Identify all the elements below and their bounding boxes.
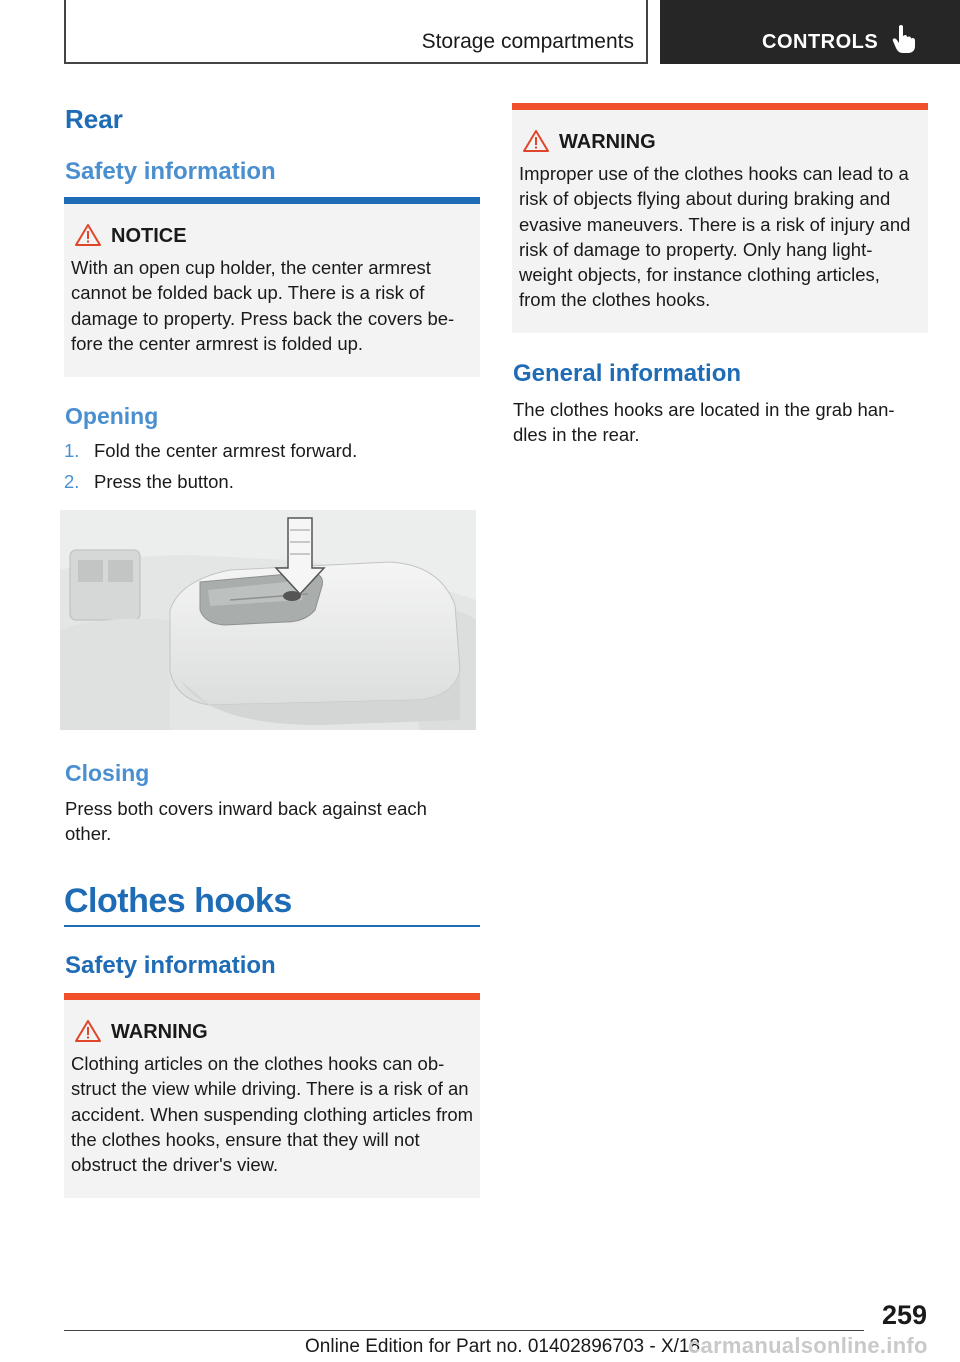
warning-title: WARNING (559, 131, 656, 153)
header-section-tab (64, 0, 648, 64)
warning-box (64, 993, 480, 1198)
warning-bar (64, 993, 480, 1000)
notice-box (64, 197, 480, 377)
heading-clothes-hooks: Clothes hooks (64, 882, 292, 920)
closing-text: Press both covers inward back against each other. (65, 798, 427, 845)
header-chapter-label: CONTROLS (762, 31, 879, 53)
heading-rule (64, 925, 480, 927)
warning-text: Clothing articles on the clothes hooks can ob‐struct the view while driving. There is a risk of an accident. When suspending clothing articles from the clothes hooks, ensure that they will not obstruct the driver's view. (71, 1053, 474, 1176)
notice-title: NOTICE (111, 225, 187, 247)
header-chapter-tab (660, 0, 960, 64)
notice-bar (64, 197, 480, 204)
warning-triangle-icon (522, 129, 550, 153)
notice-text: With an open cup holder, the center armrest cannot be folded back up. There is a risk of damage to property. Press back the covers be‐fore the center armrest is folded up. (71, 257, 455, 354)
warning-triangle-icon (74, 1019, 102, 1043)
warning-bar (512, 103, 928, 110)
header-section-label: Storage compartments (421, 30, 634, 53)
list-number: 2. (64, 471, 80, 492)
warning-text: Improper use of the clothes hooks can lead to a risk of objects flying about during braking and evasive maneuvers. There is a risk of injury and risk of damage to property. Only hang light‐weight objects, for instance clothing articles, from the clothes hooks. (519, 163, 911, 311)
footer-rule (64, 1330, 864, 1331)
footer-edition: Online Edition for Part no. 01402896703 - X/18 (305, 1336, 701, 1357)
heading-safety-information: Safety information (65, 158, 276, 185)
heading-closing: Closing (65, 760, 150, 786)
list-text: Press the button. (94, 471, 234, 492)
warning-box (512, 103, 928, 333)
list-item (64, 471, 234, 493)
heading-rear: Rear (65, 104, 123, 134)
heading-safety-information: Safety information (65, 952, 276, 979)
heading-opening: Opening (65, 403, 159, 429)
general-text: The clothes hooks are located in the grab han‐dles in the rear. (513, 399, 895, 446)
page-number: 259 (881, 1300, 927, 1330)
list-item (64, 440, 357, 462)
warning-title: WARNING (111, 1021, 208, 1043)
armrest-drawing (60, 510, 476, 730)
armrest-illustration (60, 510, 476, 730)
footer-watermark: carmanualsonline.info (688, 1333, 928, 1358)
warning-triangle-icon (74, 223, 102, 247)
list-number: 1. (64, 440, 80, 461)
hand-pointer-icon (892, 24, 916, 54)
heading-general-information: General information (513, 360, 742, 387)
list-text: Fold the center armrest forward. (94, 440, 358, 461)
